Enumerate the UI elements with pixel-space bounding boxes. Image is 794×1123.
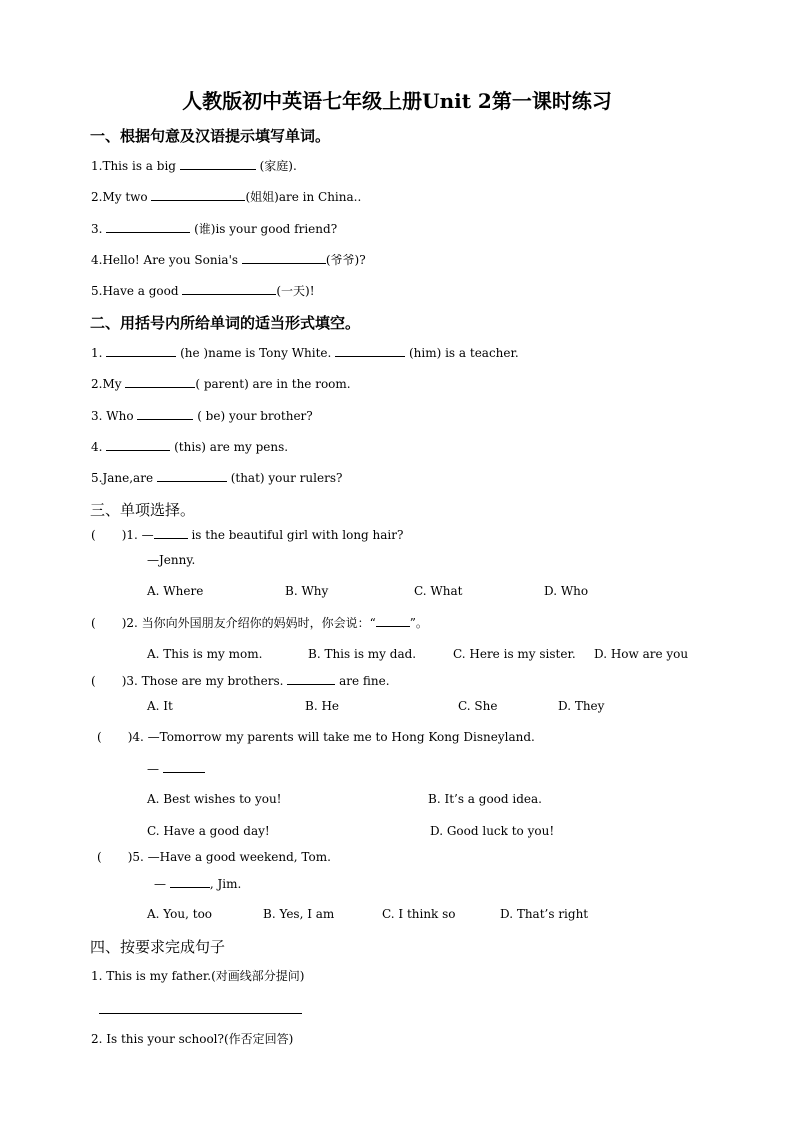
answer-blank[interactable] <box>376 614 410 627</box>
section-4-heading: 四、按要求完成句子 <box>90 938 226 956</box>
section-1-heading: 一、根据句意及汉语提示填写单词。 <box>90 127 331 145</box>
s3-q1-option-c[interactable]: C. What <box>414 584 463 598</box>
s3-q5-option-b[interactable]: B. Yes, I am <box>263 907 335 921</box>
s3-q3-option-d[interactable]: D. They <box>558 699 605 713</box>
s4-question-1: 1. This is my father.(对画线部分提问) <box>91 969 305 983</box>
s3-q4-reply: — <box>147 760 205 777</box>
s3-q2-option-d[interactable]: D. How are you <box>594 647 689 661</box>
s4-q1-answer-line[interactable] <box>99 1013 302 1014</box>
s3-q3-option-c[interactable]: C. She <box>458 699 498 713</box>
answer-blank[interactable] <box>106 220 190 233</box>
s2-question-4: 4. (this) are my pens. <box>91 440 289 454</box>
s3-q1-option-d[interactable]: D. Who <box>544 584 589 598</box>
answer-blank[interactable] <box>180 157 256 170</box>
s3-q1-option-a[interactable]: A. Where <box>147 584 204 598</box>
page-title: 人教版初中英语七年级上册Unit 2第一课时练习 <box>182 89 612 113</box>
s2-question-1: 1. (he )name is Tony White. (him) is a teacher. <box>91 346 519 360</box>
answer-blank[interactable] <box>182 282 276 295</box>
answer-blank[interactable] <box>125 375 195 388</box>
s3-q4-option-d[interactable]: D. Good luck to you! <box>430 824 555 838</box>
answer-blank[interactable] <box>170 875 210 888</box>
s3-q5-reply: — , Jim. <box>154 877 242 891</box>
answer-blank[interactable] <box>106 438 170 451</box>
s3-q3-option-b[interactable]: B. He <box>305 699 340 713</box>
s2-question-5: 5.Jane,are (that) your rulers? <box>91 471 343 485</box>
s3-q2-option-a[interactable]: A. This is my mom. <box>147 647 263 661</box>
answer-blank[interactable] <box>151 188 245 201</box>
s3-q4-option-b[interactable]: B. It’s a good idea. <box>428 792 542 806</box>
s1-question-5: 5.Have a good (一天)! <box>91 284 315 298</box>
s3-question-5: ( )5. —Have a good weekend, Tom. <box>97 850 331 864</box>
s3-q4-option-c[interactable]: C. Have a good day! <box>147 824 270 838</box>
s3-question-3: ( )3. Those are my brothers. are fine. <box>91 674 390 688</box>
s3-q2-option-c[interactable]: C. Here is my sister. <box>453 647 576 661</box>
s2-question-2: 2.My ( parent) are in the room. <box>91 377 351 391</box>
s1-question-1: 1.This is a big (家庭). <box>91 159 297 173</box>
s3-q5-option-d[interactable]: D. That’s right <box>500 907 589 921</box>
s3-question-1: ( )1. — is the beautiful girl with long hair? <box>91 528 404 542</box>
section-2-heading: 二、用括号内所给单词的适当形式填空。 <box>90 314 361 332</box>
s4-question-2: 2. Is this your school?(作否定回答) <box>91 1032 294 1046</box>
answer-blank[interactable] <box>335 344 405 357</box>
s3-q5-option-c[interactable]: C. I think so <box>382 907 456 921</box>
answer-blank[interactable] <box>242 251 326 264</box>
s3-question-4: ( )4. —Tomorrow my parents will take me to Hong Kong Disneyland. <box>97 730 535 744</box>
s3-q5-option-a[interactable]: A. You, too <box>147 907 213 921</box>
section-3-heading: 三、单项选择。 <box>90 501 196 519</box>
answer-blank[interactable] <box>106 344 176 357</box>
s3-q1-reply: —Jenny. <box>147 553 196 567</box>
answer-blank[interactable] <box>154 526 188 539</box>
s3-q2-option-b[interactable]: B. This is my dad. <box>308 647 417 661</box>
s3-q1-option-b[interactable]: B. Why <box>285 584 329 598</box>
answer-blank[interactable] <box>157 469 227 482</box>
answer-blank[interactable] <box>137 407 193 420</box>
s3-q4-option-a[interactable]: A. Best wishes to you! <box>147 792 282 806</box>
s1-question-2: 2.My two (姐姐)are in China.. <box>91 190 362 204</box>
s1-question-4: 4.Hello! Are you Sonia's (爷爷)? <box>91 253 366 267</box>
s2-question-3: 3. Who ( be) your brother? <box>91 409 313 423</box>
answer-blank[interactable] <box>287 672 335 685</box>
answer-blank[interactable] <box>163 760 205 773</box>
s3-q3-option-a[interactable]: A. It <box>147 699 173 713</box>
s3-question-2: ( )2. 当你向外国朋友介绍你的妈妈时，你会说：“ ”。 <box>91 616 428 630</box>
s1-question-3: 3. (谁)is your good friend? <box>91 222 338 236</box>
